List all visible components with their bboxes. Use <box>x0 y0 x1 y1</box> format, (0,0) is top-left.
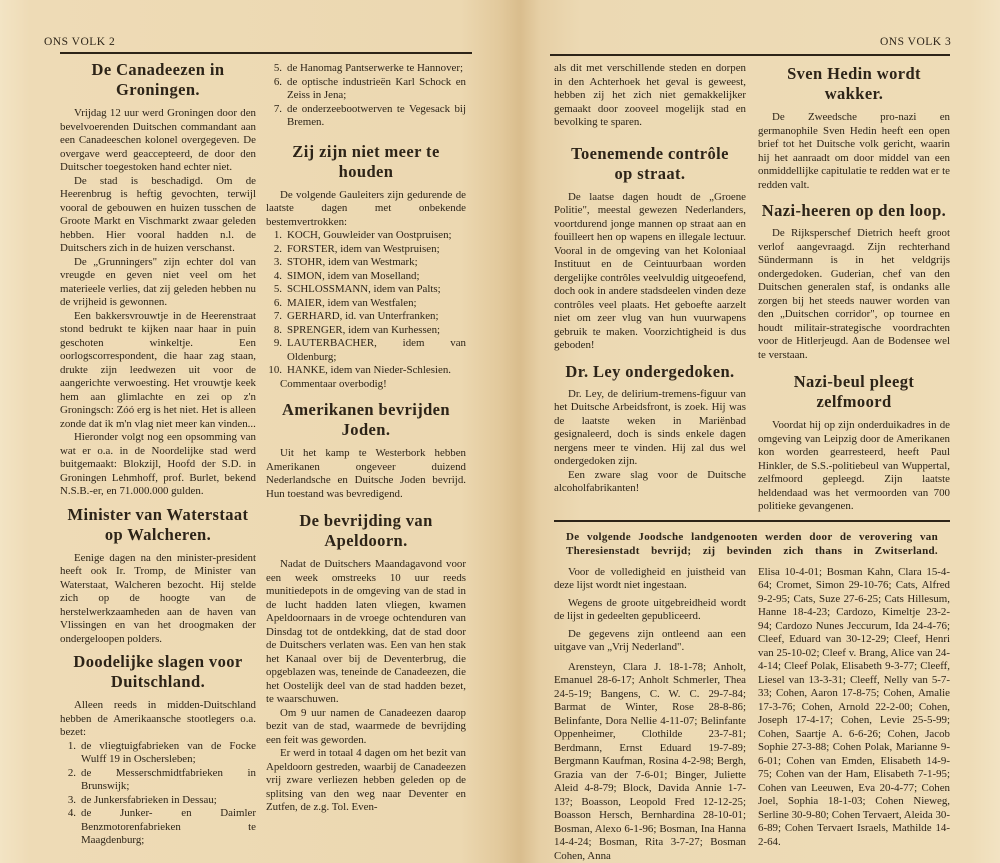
list-item <box>60 767 256 794</box>
paragraph: Commentaar overbodig! <box>266 378 466 392</box>
header-rule-left <box>60 52 472 54</box>
paragraph: Hieronder volgt nog een opsomming van wat er o.a. in de Noordelijke stad werd buitgemaakt: Blokzijl, Hoofd der S.D. in Groningen Lehmhoff, prof. Burlet, bekend N.S.B.-er, en 71.000.000 gulden. <box>60 431 256 499</box>
page-header-right: ONS VOLK 3 <box>880 36 951 48</box>
header-rule-right <box>550 54 950 56</box>
left-column-2 <box>266 58 466 815</box>
list-item <box>266 62 466 76</box>
article-title: De bevrijding van Apeldoorn. <box>286 511 446 551</box>
item-number: 4. <box>266 270 287 284</box>
apeldoorn-continued: als dit met verschillende steden en dorpen in den Achterhoek het geval is geweest, hebben zij het zich niet gemakkelijker gemaakt door zooveel mogelijk stad en bevolking te sparen. <box>554 62 746 130</box>
article-nazi-beul <box>758 372 950 514</box>
item-number: 1. <box>266 229 287 243</box>
factory-list-continued <box>266 62 466 130</box>
paragraph: Alleen reeds in midden-Duitschland hebben de Amerikaansche stootlegers o.a. bezet: <box>60 699 256 740</box>
item-text: FORSTER, idem van Westpruisen; <box>287 243 466 257</box>
article-waterstaat <box>60 505 256 647</box>
list-item <box>266 337 466 364</box>
item-number: 2. <box>266 243 287 257</box>
item-text: de Junker- en Daimler Benzmotorenfabrieken te Maagdenburg; <box>81 807 256 848</box>
article-slagen <box>60 652 256 848</box>
paragraph: De „Grunningers" zijn echter dol van vreugde en geven niet veel om het materieele verlies, dat zij geleden hebben nu de vrijheid is gewonnen. <box>60 256 256 310</box>
paragraph: Nadat de Duitschers Maandagavond voor een week omstreeks 10 uur reeds munitiedepots in de omgeving van de stad in de lucht hadden laten vliegen, kwamen Apeldoornaars in de vroege ochtenduren van Dinsdag tot de ontdekking, dat de stad door de Duitschers verlaten was. Een van hen stak het Kanaal over bij de Deventerbrug, die opgeblazen was, teneinde de Canadeezen, die het Oostelijk deel van de stad hadden bezet, te waarschuwen. <box>266 558 466 707</box>
item-text: STOHR, idem van Westmark; <box>287 256 466 270</box>
article-title: De Canadeezen in Groningen. <box>64 60 252 100</box>
paragraph: Een zware slag voor de Duitsche alcoholfabrikanten! <box>554 469 746 496</box>
list-item <box>266 297 466 311</box>
article-title: Dr. Ley ondergedoken. <box>554 362 746 382</box>
right-page-upper <box>554 58 950 514</box>
item-text: SIMON, idem van Moselland; <box>287 270 466 284</box>
article-ley <box>554 362 746 496</box>
list-item <box>60 740 256 767</box>
gauleiter-list <box>266 229 466 378</box>
list-item <box>266 256 466 270</box>
theresienstadt-heading: De volgende Joodsche landgenooten werden door de verovering van Theresienstadt bevrijd; zij bevinden zich thans in Zwitserland. <box>566 530 938 558</box>
names-list: Arensteyn, Clara J. 18-1-78; Anholt, Emanuel 28-6-17; Anholt Schmerler, Thea 24-5-19; Bangens, C. W. C. 29-7-84; Barmat de Winter, Rose 28-8-86; Belinfante, Dora Nellie 4-11-07; Belinfante Oppenheimer, Clothilde 23-7-81; Berdmann, Ernst Eduard 19-7-89; Bergmann Kaufman, Rosina 4-2-98; Bergh, Grazia van der 7-6-01; Binger, Juliette Aleid 4-8-79; Block, Davida Annie 1-7-13?; Boasson, Leopold Fred 12-12-25; Boasson Hersch, Bernhardina 28-10-01; Bosman, Alexo 6-1-96; Bosman, Ina Hanna 14-4-24; Bosman, Rita 3-7-27; Bosman Cohen, Anna <box>554 661 746 863</box>
list-item <box>266 283 466 297</box>
theresienstadt-columns <box>554 566 950 863</box>
article-controle <box>554 144 746 353</box>
list-item <box>266 243 466 257</box>
item-number: 4. <box>60 807 81 848</box>
note: Wegens de groote uitgebreidheid wordt de lijst in gedeelten gepubliceerd. <box>554 597 746 624</box>
paragraph: Vrijdag 12 uur werd Groningen door den bevelvoerenden Duitschen commandant aan een Canadeeschen kolonel overgegeven. De overgave werd geaccepteerd, de door den Duitscher toegestoken hand echter niet. <box>60 107 256 175</box>
article-title: Toenemende contrôle op straat. <box>560 144 740 184</box>
item-number: 7. <box>266 103 287 130</box>
item-text: de Junkersfabrieken in Dessau; <box>81 794 256 808</box>
article-joden <box>266 400 466 501</box>
article-nazi-heeren <box>758 201 950 362</box>
article-title: Nazi-beul pleegt zelfmoord <box>782 372 926 412</box>
item-number: 9. <box>266 337 287 364</box>
note: Voor de volledigheid en juistheid van deze lijst wordt niet ingestaan. <box>554 566 746 593</box>
item-number: 8. <box>266 324 287 338</box>
paragraph: De stad is beschadigd. Om de Heerenbrug is heftig gevochten, terwijl vooral de gebouwen en huizen tusschen de Groote Markt en Vischmarkt zwaar geleden hebben. Hier vooral hadden n.l. de Duitschers zich in de huizen verschanst. <box>60 175 256 256</box>
article-title: Nazi-heeren op den loop. <box>758 201 950 221</box>
right-column-2 <box>758 58 950 514</box>
article-title: Amerikanen bevrijden Joden. <box>276 400 456 440</box>
article-title: Zij zijn niet meer te houden <box>286 142 446 182</box>
article-title: Doodelijke slagen voor Duitschland. <box>64 652 252 692</box>
item-number: 1. <box>60 740 81 767</box>
article-apeldoorn <box>266 511 466 815</box>
paragraph: De Zweedsche pro-nazi en germanophile Sven Hedin heeft een open brief tot het Duitsche volk gericht, waarin hij het aanraadt om door middel van een onmiddellijke capitulatie te redden wat er te redden valt. <box>758 111 950 192</box>
list-item <box>60 807 256 848</box>
item-number: 6. <box>266 297 287 311</box>
article-title: Minister van Waterstaat op Walcheren. <box>64 505 252 545</box>
paragraph: De laatse dagen houdt de „Groene Politie", meestal gewezen Nederlanders, voortdurend jonge mannen op straat aan en fouilleert hen op wapens en illegale lectuur. Vooral in de omgeving van het Koloniaal Instituut en de Ceintuurbaan worden dergelijke contrôles veelvuldig uitgeoefend, doch ook in andere stadsdeelen vinden deze contrôles veel plaats. Het geboefte aarzelt niet om zeer vlug van hun vuurwapens gebruik te maken. Voorzichtigheid is dus geboden! <box>554 191 746 353</box>
item-number: 10. <box>266 364 287 378</box>
item-number: 6. <box>266 76 287 103</box>
paragraph: Om 9 uur namen de Canadeezen daarop bezit van de stad, waarmede de bevrijding een feit was geworden. <box>266 707 466 748</box>
paragraph: Eenige dagen na den minister-president heeft ook Ir. Tromp, de Minister van Waterstaat, Walcheren bezocht. Hij stelde zich op de hoogte van de herstelwerkzaamheden aan de haven van Vlissingen en van het droogmaken der ondergeloopen polders. <box>60 552 256 647</box>
paragraph: Er werd in totaal 4 dagen om het bezit van Apeldoorn gestreden, waarbij de Canadeezen vrij zware verliezen hebben geleden op de splitsing van den weg naar Deventer en Zutfen, de z.g. Tol. Even- <box>266 747 466 815</box>
item-text: KOCH, Gouwleider van Oostpruisen; <box>287 229 466 243</box>
paragraph: De Rijksperschef Dietrich heeft groot verlof aangevraagd. Zijn rechterhand Sündermann is in het veldgrijs ondergedoken. Guderian, chef van den Duitschen generalen staf, is ondanks alle zorgen bij het steeds nauwer worden van den „Duitschen corridor", op tournee en houdt militair-strategische voordrachten voor de Hitlerjeugd. Aan de Bodensee wel te verstaan. <box>758 227 950 362</box>
paragraph: Dr. Ley, de delirium-tremens-figuur van het Duitsche Arbeidsfront, is zoek. Hij was de laatste weken in Mariënbad gesignaleerd, doch is sinds enkele dagen nergens meer te vinden. Hij zal dus wel ondergedoken zijn. <box>554 388 746 469</box>
list-item <box>266 310 466 324</box>
paragraph: Een bakkersvrouwtje in de Heerenstraat stond bedrukt te kijken naar haar in puin geschoten winkeltje. Een oorlogscorrespondent, die haar zag staan, drukte zijn leedwezen uit voor de aangerichte verwoesting. Het vrouwtje keek hem aan glimlachte en zei op z'n Groningsch: Zóó erg is het niet. Het is alleen zonde dat ik m'n vlag niet meer kan vinden... <box>60 310 256 432</box>
theresienstadt-column-1 <box>554 566 746 863</box>
item-number: 7. <box>266 310 287 324</box>
theresienstadt-column-2 <box>758 566 950 850</box>
item-text: SCHLOSSMANN, idem van Palts; <box>287 283 466 297</box>
item-text: de vliegtuigfabrieken van de Focke Wulff 19 in Oschersleben; <box>81 740 256 767</box>
article-title: Sven Hedin wordt wakker. <box>758 64 950 104</box>
paragraph: De volgende Gauleiters zijn gedurende de laatste dagen met onbekende bestemvertrokken: <box>266 189 466 230</box>
right-column-1 <box>554 58 746 496</box>
item-text: GERHARD, id. van Unterfranken; <box>287 310 466 324</box>
item-number: 3. <box>60 794 81 808</box>
list-item <box>266 270 466 284</box>
left-column-1 <box>60 58 256 848</box>
paragraph: Voordat hij op zijn onderduikadres in de omgeving van Leipzig door de Amerikanen kon worden gearresteerd, heeft Paul Hinkler, de S.S.-politiebeul van Wuppertal, zelfmoord gepleegd. Zijn laatste heldendaad was het vermoorden van 700 politieke gevangenen. <box>758 419 950 514</box>
item-text: de Hanomag Pantserwerke te Hannover; <box>287 62 466 76</box>
item-text: de optische industrieën Karl Schock en Zeiss in Jena; <box>287 76 466 103</box>
list-item <box>266 324 466 338</box>
item-number: 3. <box>266 256 287 270</box>
list-item <box>60 794 256 808</box>
item-number: 5. <box>266 62 287 76</box>
right-page <box>554 58 950 863</box>
list-item <box>266 103 466 130</box>
item-text: de onderzeebootwerven te Vegesack bij Bremen. <box>287 103 466 130</box>
note: De gegevens zijn ontleend aan een uitgave van „Vrij Nederland". <box>554 628 746 655</box>
page-header-left: ONS VOLK 2 <box>44 36 115 48</box>
article-canadeezen <box>60 60 256 499</box>
list-item <box>266 229 466 243</box>
article-gauleiters <box>266 142 466 392</box>
section-rule <box>554 520 950 522</box>
factory-list <box>60 740 256 848</box>
article-hedin <box>758 64 950 192</box>
paragraph: Uit het kamp te Westerbork hebben Amerikanen ongeveer duizend Nederlandsche en Duitsche Joden bevrijd. Hun toestand was bevredigend. <box>266 447 466 501</box>
list-item <box>266 76 466 103</box>
item-text: MAIER, idem van Westfalen; <box>287 297 466 311</box>
list-item <box>266 364 466 378</box>
item-number: 5. <box>266 283 287 297</box>
item-text: de Messerschmidtfabrieken in Brunswijk; <box>81 767 256 794</box>
item-text: LAUTERBACHER, idem van Oldenburg; <box>287 337 466 364</box>
item-text: SPRENGER, idem van Kurhessen; <box>287 324 466 338</box>
item-text: HANKE, idem van Nieder-Schlesien. <box>287 364 466 378</box>
names-list-continued: Elisa 10-4-01; Bosman Kahn, Clara 15-4-64; Cromet, Simon 29-10-76; Cats, Alfred 9-2-95; Cats, Suze 27-6-25; Cats Hillesum, Hanne 18-4-23; Cardozo, Kimeltje 23-2-94; Cardozo Nunes Jeccurum, Ida 24-4-76; Cleef, Eduard van 30-12-29; Cleef, Henri van 25-10-02; Cleef v. Brang, Alice van 24-4-14; Cleef Polak, Elisabeth 9-3-77; Cleeff, Liesel van 13-3-31; Cleeff, Nelly van 5-7-33; Cohen, Aaron 17-8-75; Cohen, Amalie 17-3-76; Cohen, Arnold 22-2-00; Cohen, Joseph 17-4-17; Cohen, Levie 25-5-99; Cohen, Saartje A. 6-6-26; Cohen, Jacob Sophie 27-3-88; Cohen Polak, Marianne 9-6-01; Cohen van Emden, Elisabeth 14-9-75; Cohen van der Ham, Elisabeth 7-1-95; Cohen van Leeuwen, Eva 20-4-77; Cohen Joel, Sophia 18-1-03; Cohen Nieweg, Serline 30-9-80; Cohen Tervaert, Aleida 30-6-89; Cohen Tervaert Israels, Mathilde 14-2-64. <box>758 566 950 850</box>
left-page <box>60 58 466 848</box>
item-number: 2. <box>60 767 81 794</box>
